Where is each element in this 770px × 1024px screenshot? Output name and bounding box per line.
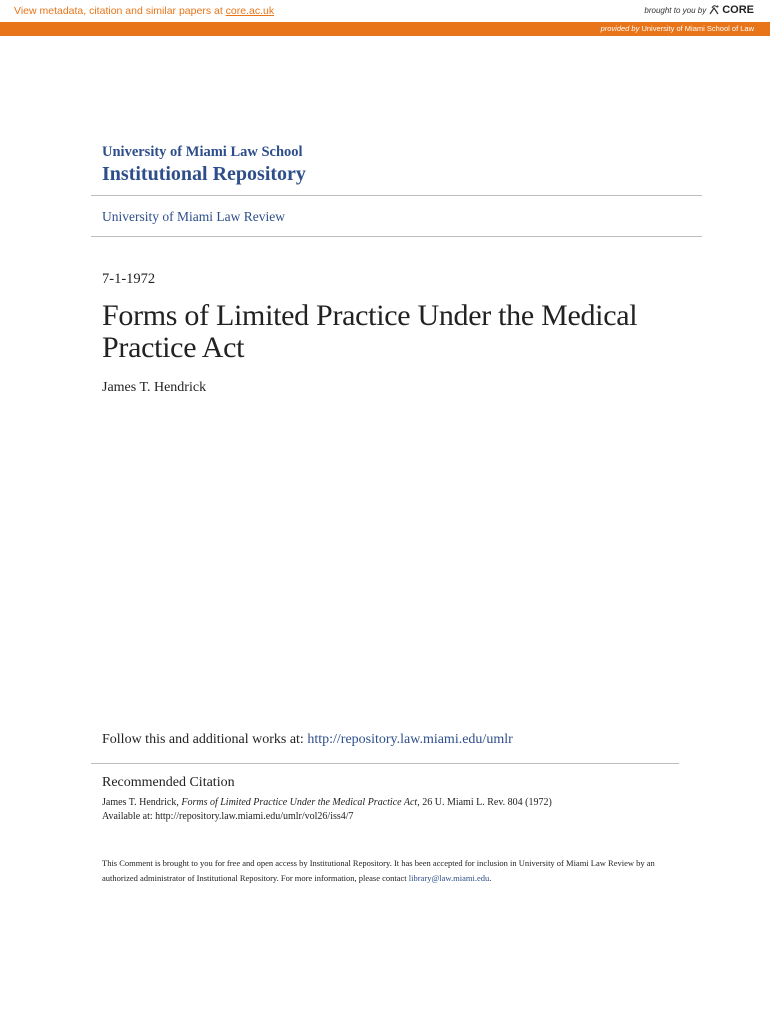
- journal-link[interactable]: University of Miami Law Review: [102, 209, 285, 224]
- journal-divider: [91, 236, 702, 237]
- header-divider: [91, 195, 702, 196]
- publication-date: 7-1-1972: [102, 271, 156, 287]
- provided-by-prefix: provided by: [600, 24, 640, 33]
- recommended-citation-heading: Recommended Citation: [102, 775, 235, 790]
- follow-line: [102, 732, 513, 748]
- brought-to-you-by-text: brought to you by: [644, 5, 707, 15]
- contact-email-link[interactable]: library@law.miami.edu: [408, 873, 490, 883]
- repository-header: [102, 144, 306, 186]
- follow-divider: [91, 763, 679, 764]
- follow-prefix: Follow this and additional works at:: [102, 732, 308, 747]
- provider-bar: [0, 22, 770, 36]
- core-label: CORE: [722, 4, 754, 16]
- citation-line: [102, 796, 552, 810]
- citation-available: Available at: http://repository.law.miami.edu/umlr/vol26/iss4/7: [102, 811, 354, 822]
- core-icon: [709, 4, 720, 16]
- brought-to-you-by: [644, 4, 754, 16]
- notice-text: This Comment is brought to you for free and open access by Institutional Repository. It has been accepted for inclusion in University of Miami Law Review by an authorized administrator of Institutional Repository. For more information, please contact: [102, 858, 655, 883]
- metadata-prefix: View metadata, citation and similar papers at: [14, 5, 226, 17]
- article-title: Forms of Limited Practice Under the Medical Practice Act: [102, 299, 638, 364]
- provided-by: [601, 24, 754, 33]
- core-logo[interactable]: [709, 4, 754, 16]
- citation-block: [102, 796, 552, 824]
- follow-url-link[interactable]: http://repository.law.miami.edu/umlr: [307, 732, 513, 747]
- core-ac-uk-link[interactable]: core.ac.uk: [225, 5, 275, 17]
- access-notice: [102, 856, 672, 886]
- citation-author: James T. Hendrick,: [102, 797, 182, 808]
- citation-title: Forms of Limited Practice Under the Medical Practice Act: [181, 797, 418, 808]
- notice-end: .: [489, 873, 492, 883]
- article-author: James T. Hendrick: [102, 380, 207, 395]
- provider-name: University of Miami School of Law: [641, 24, 754, 33]
- view-metadata-link[interactable]: [14, 5, 274, 17]
- repository-name[interactable]: Institutional Repository: [102, 163, 306, 185]
- citation-source: , 26 U. Miami L. Rev. 804 (1972): [417, 797, 552, 808]
- core-top-bar: [0, 0, 770, 22]
- institution-name[interactable]: University of Miami Law School: [102, 144, 303, 160]
